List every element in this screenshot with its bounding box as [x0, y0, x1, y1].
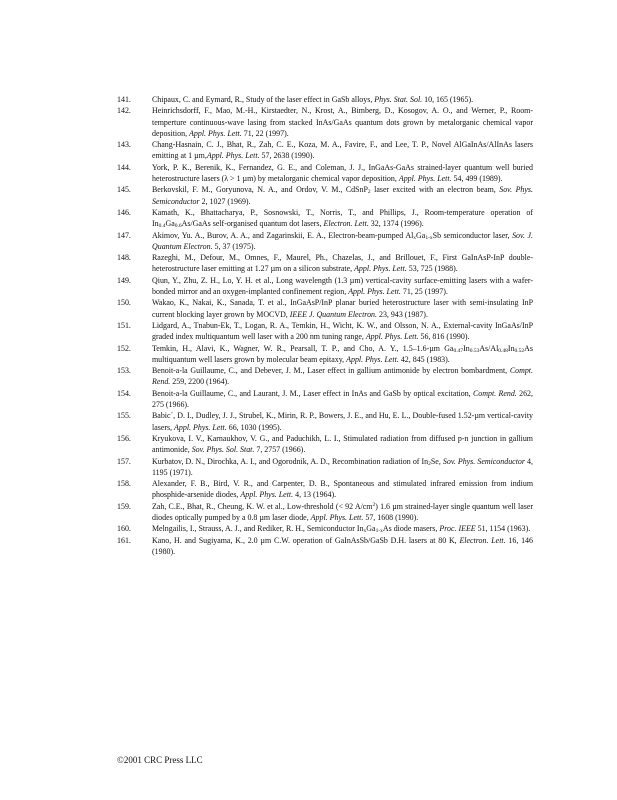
journal-title: Electron. Lett. [459, 535, 506, 545]
reference-number: 149. [117, 275, 131, 285]
reference-entry [117, 207, 533, 230]
reference-entry [117, 343, 533, 366]
reference-number: 158. [117, 479, 131, 489]
reference-number: 148. [117, 253, 131, 263]
journal-title: Phys. Stat. Sol. [374, 95, 423, 104]
journal-title: Compt. Rend. [152, 366, 533, 387]
journal-title: Sov. J. Quantum Electron. [152, 230, 533, 251]
journal-title: Appl. Phys. Lett. [365, 332, 419, 342]
journal-title: Appl. Phys. Lett. [206, 151, 260, 161]
reference-number: 141. [117, 95, 131, 104]
reference-entry [117, 365, 533, 388]
journal-title: Sov. Phys. Semiconductor [152, 185, 533, 206]
reference-entry [117, 105, 533, 139]
reference-number: 161. [117, 535, 131, 545]
reference-number: 143. [117, 140, 131, 150]
reference-number: 157. [117, 456, 131, 466]
reference-list [117, 94, 533, 557]
reference-text: Kano, H. and Sugiyama, K., 2.0 µm C.W. operation of GaInAsSb/GaSb D.H. lasers at 80 K, Electron. Lett. 16, 146 (1980). [152, 535, 533, 556]
reference-number: 152. [117, 343, 131, 353]
journal-title: Compt. Rend. [473, 388, 517, 398]
journal-title: Appl. Phys. Lett. [174, 422, 227, 432]
reference-number: 159. [117, 501, 131, 511]
reference-number: 150. [117, 298, 131, 308]
journal-title: Appl. Phys. Lett. [354, 264, 407, 274]
reference-entry [117, 388, 533, 411]
reference-text: Kryukova, I. V., Karnaukhov, V. G., and Paduchikh, L. I., Stimulated radiation from diffused p-n junction in gallium antimonide, Sov. Phys. Sol. Stat. 7, 2757 (1966). [152, 433, 533, 455]
reference-entry [117, 252, 533, 275]
reference-entry [117, 230, 533, 253]
reference-number: 156. [117, 433, 131, 443]
journal-title: Sov. Phys. Semiconductor [442, 456, 525, 466]
reference-text: Lidgard, A., Tnabun-Ek, T., Logan, R. A., Temkin, H., Wicht, K. W., and Olsson, N. A., External-cavity InGaAs/InP graded index multiquantum well laser with a 200 nm tuning range, Appl. Phys. Lett. 56, 816 (1990). [152, 320, 533, 342]
reference-text: Qiun, Y., Zhu, Z. H., Lo, Y. H. et al., Long wavelength (1.3 µm) vertical-cavity surface-emitting lasers with a wafer-bonded mirror and an oxygen-implanted confinement region, Appl. Phys. Lett. 71, 25 (1997). [152, 275, 533, 297]
reference-text: Benoit-a-la Guillaume, C., and Laurant, J. M., Laser effect in InAs and GaSb by optical excitation, Compt. Rend. 262, 275 (1966). [152, 388, 533, 410]
journal-title: Sov. Phys. Sol. Stat. [191, 445, 255, 455]
reference-text: Temkin, H., Alavi, K., Wagner, W. R., Pearsall, T. P., and Cho, A. Y., 1.5–1.6-µm $Ga_{0.47}In_{0.53}As/Al_{0.48}In_{0.52}As$ multiquantum well lasers grown by molecular beam epitaxy, Appl. Phys. Lett. 42, 845 (1983). [152, 343, 533, 364]
copyright-footer: ©2001 CRC Press LLC [117, 755, 203, 765]
reference-text: Melngailis, I., Strauss, A. J., and Rediker, R. H., Semiconductor $In_xGa_{1-x}As$ diode masers, Proc. IEEE 51, 1154 (1963). [152, 524, 531, 535]
journal-title: Appl. Phys. Lett. [348, 287, 401, 297]
reference-number: 144. [117, 162, 131, 172]
reference-text: York, P. K., Berenik, K., Fernandez, G. E., and Coleman, J. J., InGaAs-GaAs strained-layer quantum well buried heterostructure lasers (λ > 1 µm) by metalorganic chemical vapor deposition, Appl. Phys. Lett. 54, 499 (1989). [152, 162, 533, 184]
reference-number: 145. [117, 185, 131, 195]
reference-number: 142. [117, 106, 131, 116]
reference-entry [117, 535, 533, 558]
reference-number: 146. [117, 207, 131, 217]
journal-title: Appl. Phys. Lett. [189, 128, 242, 138]
reference-text: Benoit-a-la Guillaume, C., and Debever, J. M., Laser effect in gallium antimonide by electron bombardment, Compt. Rend. 259, 2200 (1964). [152, 366, 533, 387]
reference-entry [117, 478, 533, 501]
reference-entry [117, 139, 533, 162]
reference-entry [117, 433, 533, 456]
reference-entry [117, 320, 533, 343]
reference-text: Chipaux, C. and Eymard, R., Study of the laser effect in GaSb alloys, Phys. Stat. Sol. 10, 165 (1965). [152, 95, 474, 104]
reference-entry [117, 523, 533, 534]
reference-number: 160. [117, 524, 131, 534]
reference-entry [117, 410, 533, 433]
reference-number: 154. [117, 388, 131, 398]
journal-title: IEEE J. Quantum Electron. [289, 309, 377, 319]
reference-entry [117, 94, 533, 105]
journal-title: Electron. Lett. [323, 219, 369, 229]
journal-title: Proc. IEEE [439, 524, 476, 534]
reference-number: 151. [117, 320, 131, 330]
reference-entry [117, 297, 533, 320]
reference-text: Heinrichsdorff, F., Mao, M.-H., Kirstaedter, N., Krost, A., Bimberg, D., Kosogov, A. O., and Werner, P., Room-temperture continuous-wave lasing from stacked InAs/GaAs quantum dots grown by metalorganic chemical vapor deposition, Appl. Phys. Lett. 71, 22 (1997). [152, 106, 533, 138]
journal-title: Appl. Phys. Lett. [346, 354, 399, 364]
reference-text: Razeghi, M., Defour, M., Omnes, F., Maurel, Ph., Chazelas, J., and Brillouet, F., First GaInAsP-InP double-heterostructure laser emitting at 1.27 µm on a silicon substrate, Appl. Phys. Lett. 53, 725 (1988). [152, 253, 533, 274]
reference-entry [117, 456, 533, 479]
reference-entry [117, 501, 533, 524]
reference-number: 155. [117, 411, 131, 421]
reference-text: Kurbatov, D. N., Dirochka, A. I., and Ogorodnik, A. D., Recombination radiation of $In_2Se$, Sov. Phys. Semiconductor 4, 1195 (1971). [152, 456, 534, 477]
reference-number: 153. [117, 366, 131, 376]
journal-title: Appl. Phys. Lett. [310, 512, 364, 522]
reference-entry [117, 162, 533, 185]
reference-entry [117, 275, 533, 298]
reference-text: Kamath, K., Bhattacharya, P., Sosnowski, T., Norris, T., and Phillips, J., Room-temperature operation of $In_{0.4}Ga_{0.6}As$/GaAs self-organised quantum dot lasers, Electron. Lett. 32, 1374 (1996). [152, 207, 533, 230]
reference-text: Berkovskil, F. M., Goryunova, N. A., and Ordov, V. M., CdSnP$_2$ laser excited with an electron beam, Sov. Phys. Semiconductor 2, 1027 (1969). [152, 185, 533, 206]
reference-text: Wakao, K., Nakai, K., Sanada, T. et al., InGaAsP/InP planar buried heterostructure laser with semi-insulating InP current blocking layer grown by MOCVD, IEEE J. Quantum Electron. 23, 943 (1987). [152, 298, 533, 319]
reference-text: Zah, C.E., Bhat, R., Cheung, K. W. et al., Low-threshold (< 92 $A/cm^2$) 1.6 µm strained-layer single quantum well laser diodes optically pumped by a 0.8 µm laser diode, Appl. Phys. Lett. 57, 1608 (1990). [152, 501, 533, 522]
journal-title: Appl. Phys. Lett. [398, 174, 452, 184]
reference-text: Alexander, F. B., Bird, V. R., and Carpenter, D. B., Spontaneous and stimulated infrared emission from indium phosphide-arsenide diodes, Appl. Phys. Lett. 4, 13 (1964). [152, 479, 533, 500]
reference-entry [117, 184, 533, 207]
journal-title: Appl. Phys. Lett. [240, 490, 294, 500]
reference-text: Chang-Hasnain, C. J., Bhat, R., Zah, C. E., Koza, M. A., Favire, F., and Lee, T. P., Novel AlGaInAs/AlInAs lasers emitting at 1 µm,Appl. Phys. Lett. 57, 2638 (1990). [152, 140, 533, 161]
reference-text: Akimov, Yu. A., Burov, A. A., and Zagarinskii, E. A., Electron-beam-pumped $Al_xGa_{1-x}Sb$ semiconductor laser, Sov. J. Quantum Electron. 5, 37 (1975). [152, 230, 533, 251]
reference-text: Babic´, D. I., Dudley, J. J., Strubel, K., Mirin, R. P., Bowers, J. E., and Hu, E. L., Double-fused 1.52-µm vertical-cavity lasers, Appl. Phys. Lett. 66, 1030 (1995). [152, 411, 533, 432]
reference-number: 147. [117, 230, 131, 240]
